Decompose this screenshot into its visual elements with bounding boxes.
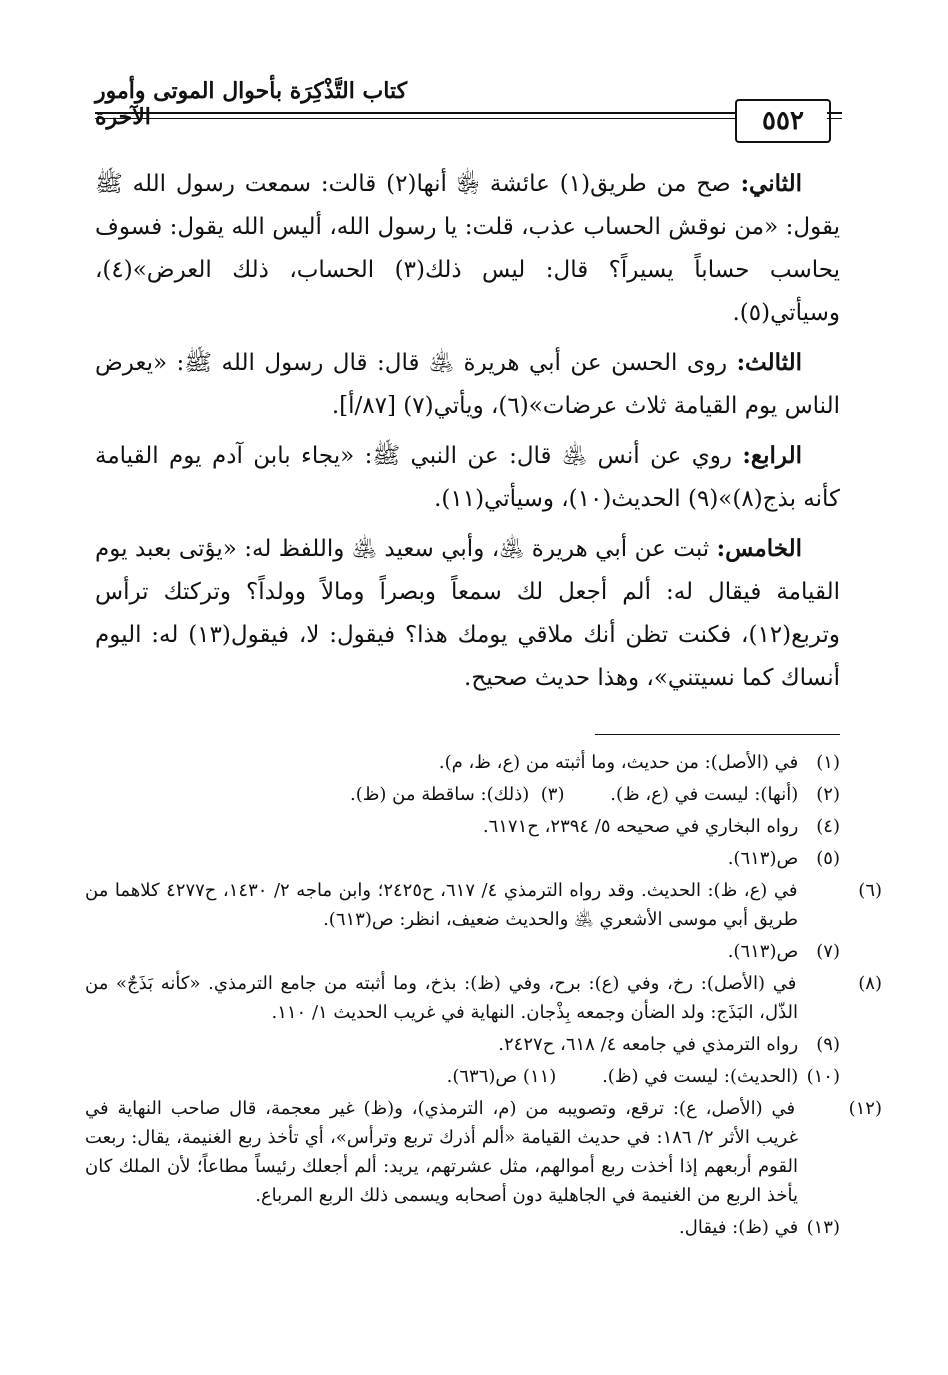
footnote-text: (أنها): ليست في (ع، ظ). (٣) (ذلك): ساقطة من (ظ). <box>350 784 799 805</box>
header-rule-tail <box>827 112 842 114</box>
footnotes <box>85 748 883 1245</box>
paragraph-lead: الخامس: <box>716 535 802 562</box>
footnote <box>85 1062 840 1091</box>
footnote-separator <box>595 734 840 735</box>
paragraph <box>95 341 840 428</box>
header-rule-tail-thin <box>827 118 842 119</box>
footnote-text: في (ظ): فيقال. <box>679 1217 799 1238</box>
footnote <box>85 937 840 966</box>
footnote-text: في (الأصل): رخ، وفي (ع): برح، وفي (ظ): بذخ، وما أثبته من جامع الترمذي. «كأنه بَذَجٌ» من الذّل، البَذَج: ولد الضأن وجمعه بِذْجان. النهاية في غريب الحديث ١/ ١١٠. <box>85 973 798 1023</box>
footnote-text: (الحديث): ليست في (ظ). (١١) ص(٦٣٦). <box>446 1066 799 1087</box>
footnote-number: (١٢) <box>848 1098 882 1119</box>
paragraph <box>95 162 840 335</box>
footnote <box>85 876 883 934</box>
footnote-text: رواه البخاري في صحيحه ٥/ ٢٣٩٤، ح٦١٧١. <box>482 816 799 837</box>
footnote-number: (٢) <box>816 784 840 805</box>
paragraph-text: روي عن أنس ﵁ قال: عن النبي ﷺ: «يجاء بابن آدم يوم القيامة كأنه بذج(٨)»(٩) الحديث(١٠)، وسيأتي(١١). <box>95 443 840 512</box>
footnote-number: (٨) <box>858 973 882 994</box>
footnote-number: (٤) <box>816 816 840 837</box>
footnote <box>85 969 882 1027</box>
footnote <box>85 812 840 841</box>
footnote <box>85 748 840 777</box>
footnote-text: في (ع، ظ): الحديث. وقد رواه الترمذي ٤/ ٦١٧، ح٢٤٢٥؛ وابن ماجه ٢/ ١٤٣٠، ح٤٢٧٧ كلاهما من طريق أبي موسى الأشعري ﵁ والحديث ضعيف، انظر: ص(٦١٣). <box>85 880 798 930</box>
footnote-number: (١) <box>816 752 840 773</box>
footnote <box>85 1094 882 1210</box>
paragraph-text: صح من طريق(١) عائشة ﵂ أنها(٢) قالت: سمعت رسول الله ﷺ يقول: «من نوقش الحساب عذب، قلت: يا رسول الله، أليس الله يقول: فسوف يحاسب حساباً يسيراً؟ قال: ليس ذلك(٣) الحساب، ذلك العرض»(٤)، وسيأتي(٥). <box>95 171 841 326</box>
footnote-text: رواه الترمذي في جامعه ٤/ ٦١٨، ح٢٤٢٧. <box>498 1034 799 1055</box>
footnote-number: (٥) <box>816 848 840 869</box>
paragraph <box>95 434 840 521</box>
header-rule-thin <box>95 118 735 119</box>
footnote-text: ص(٦١٣). <box>727 941 799 962</box>
header-rule <box>95 112 735 114</box>
paragraph-lead: الرابع: <box>742 442 802 469</box>
footnote <box>85 1030 840 1059</box>
paragraph-text: ثبت عن أبي هريرة ﵁، وأبي سعيد ﵁ واللفظ له: «يؤتى بعبد يوم القيامة فيقال له: ألم أجعل لك سمعاً وبصراً ومالاً وولداً؟ وتركتك ترأس وتربع(١٢)، فكنت تظن أنك ملاقي يومك هذا؟ فيقول: لا، فيقول(١٣) له: اليوم أنساك كما نسيتني»، وهذا حديث صحيح. <box>95 536 840 691</box>
footnote-number: (٦) <box>858 880 883 901</box>
footnote <box>85 780 840 809</box>
paragraph-lead: الثاني: <box>740 170 802 197</box>
footnote-text: ص(٦١٣). <box>727 848 799 869</box>
footnote <box>85 1213 840 1242</box>
paragraph-text: روى الحسن عن أبي هريرة ﵁ قال: قال رسول الله ﷺ: «يعرض الناس يوم القيامة ثلاث عرضات»(٦)، ويأتي(٧) [٨٧/أ]. <box>95 350 840 419</box>
footnote-number: (٧) <box>816 941 840 962</box>
footnote-text: في (الأصل): من حديث، وما أثبته من (ع، ظ، م). <box>438 752 799 773</box>
paragraph <box>95 527 840 700</box>
paragraph-lead: الثالث: <box>736 349 802 376</box>
footnote-number: (١٣) <box>806 1217 840 1238</box>
footnote-number: (١٠) <box>806 1066 840 1087</box>
main-text <box>95 162 840 706</box>
running-header-title: كتاب التَّذْكِرَة بأحوال الموتى وأمور الآخرة <box>95 78 408 130</box>
page-number: ٥٥٢ <box>735 99 831 143</box>
footnote <box>85 844 840 873</box>
footnote-text: في (الأصل، ع): ترقع، وتصويبه من (م، الترمذي)، و(ظ) غير معجمة، قال صاحب النهاية في غريب الأثر ٢/ ١٨٦: في حديث القيامة «ألم أذرك تربع وترأس»، أي تأخذ ربع الغنيمة، يقال: ربعت القوم أربعهم إذا أخذت ربع أموالهم، مثل عشرتهم، يريد: ألم أجعلك رئيساً مطاعاً؛ لأن الملك كان يأخذ الربع من الغنيمة في الجاهلية دون أصحابه ويسمى ذلك الربع المرباع. <box>85 1098 798 1206</box>
footnote-number: (٩) <box>816 1034 840 1055</box>
